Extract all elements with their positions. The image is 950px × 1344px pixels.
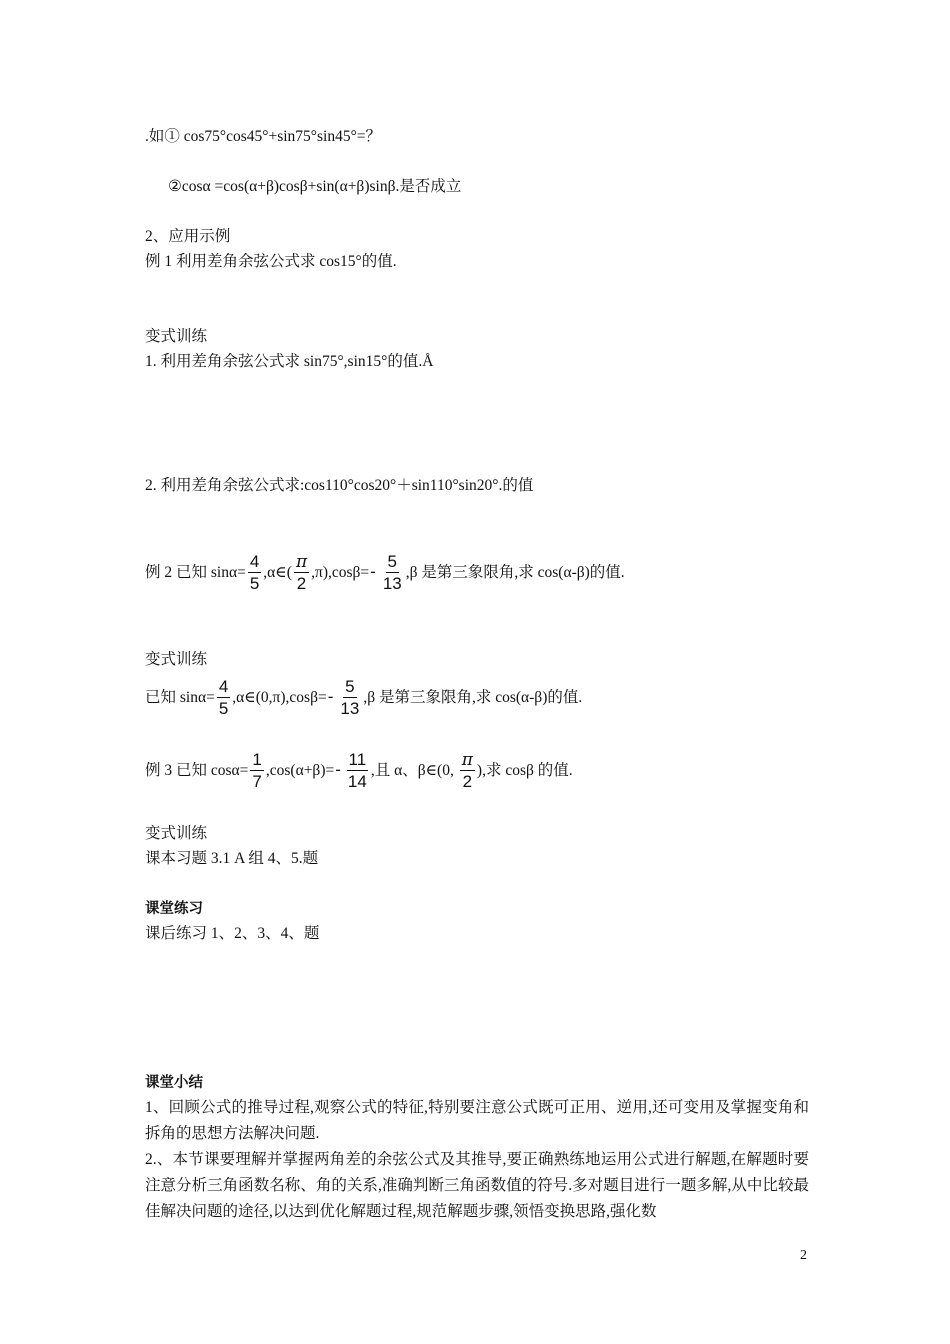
fraction-pi-2 (294, 552, 309, 595)
fraction-denominator: 14 (347, 771, 367, 791)
fraction-4-5 (248, 552, 261, 595)
variant-1-item-1 (145, 352, 433, 372)
fraction-5-13 (338, 677, 361, 720)
minus-sign: - (370, 562, 376, 581)
section-heading-application: 2、应用示例 (145, 228, 231, 245)
fraction-numerator: π (295, 551, 308, 572)
fraction-11-14 (346, 750, 369, 793)
fraction-denominator: 13 (340, 698, 360, 718)
fraction-denominator: 5 (249, 573, 260, 593)
fraction-denominator: 2 (462, 771, 473, 791)
review-question-2: ②cosα =cos(α+β)cosβ+sin(α+β)sinβ.是否成立 (168, 178, 462, 195)
example-2-prefix: 例 2 已知 sinα= (145, 564, 246, 581)
fraction-numerator: 5 (387, 551, 398, 571)
classroom-practice-text: 课后练习 1、2、3、4、题 (145, 925, 320, 942)
example-1: 例 1 利用差角余弦公式求 cos15°的值. (145, 253, 397, 270)
summary-heading: 课堂小结 (145, 1075, 203, 1091)
variant-2-mid-1: ,α∈(0,π),cosβ= (232, 689, 327, 706)
fraction-denominator: 5 (218, 698, 229, 718)
minus-sign: - (335, 760, 341, 779)
stray-mark: Å (422, 353, 434, 370)
example-3-prefix: 例 3 已知 cosα= (145, 762, 249, 779)
fraction-1-7 (250, 750, 263, 793)
fraction-numerator: π (461, 749, 473, 770)
summary-paragraph-2: 2.、本节课要理解并掌握两角差的余弦公式及其推导,要正确熟练地运用公式进行解题,在解题时要注意分析三角函数名称、角的关系,准确判断三角函数值的符号.多对题目进行一题多解,从中比较最佳解决问题的途径,以达到优化解题过程,规范解题步骤,领悟变换思路,强化数 (145, 1151, 809, 1220)
variant-2-prefix: 已知 sinα= (145, 689, 215, 706)
fraction-numerator: 1 (252, 749, 262, 769)
summary-paragraph-1: 1、回顾公式的推导过程,观察公式的特征,特别要注意公式既可正用、逆用,还可变用及掌握变角和拆角的思想方法解决问题. (145, 1099, 809, 1142)
fraction-pi-2 (460, 750, 475, 793)
fraction-5-13 (381, 552, 404, 595)
example-2-mid-1: ,α∈( (263, 564, 292, 581)
variant-heading-2: 变式训练 (145, 651, 208, 668)
fraction-denominator: 7 (252, 771, 262, 791)
fraction-denominator: 2 (296, 573, 307, 593)
classroom-practice-heading: 课堂练习 (145, 901, 203, 917)
variant-heading-1: 变式训练 (145, 328, 208, 345)
fraction-denominator: 13 (382, 573, 402, 593)
example-3-suffix: ),求 cosβ 的值. (476, 762, 573, 779)
variant-3-text: 课本习题 3.1 A 组 4、5.题 (145, 850, 319, 867)
example-2-suffix: ,β 是第三象限角,求 cos(α-β)的值. (405, 564, 625, 581)
variant-2-problem (145, 675, 582, 720)
example-3-mid-2: ,且 α、β∈(0, (370, 762, 458, 779)
variant-heading-3: 变式训练 (145, 825, 208, 842)
page-number: 2 (800, 1248, 807, 1263)
variant-1-item-2: 2. 利用差角余弦公式求:cos110°cos20°＋sin110°sin20°.的值 (145, 477, 534, 494)
fraction-numerator: 4 (218, 676, 229, 696)
minus-sign: - (327, 687, 334, 706)
variant-1-item-1-text: 1. 利用差角余弦公式求 sin75°,sin15°的值. (145, 353, 423, 370)
example-2-mid-2: ,π),cosβ= (311, 564, 370, 581)
example-3-mid-1: ,cos(α+β)= (265, 762, 335, 779)
example-2 (145, 550, 625, 595)
variant-2-suffix: ,β 是第三象限角,求 cos(α-β)的值. (363, 689, 583, 706)
fraction-numerator: 5 (345, 676, 355, 696)
fraction-4-5 (217, 677, 230, 720)
example-3 (145, 748, 573, 793)
review-question-1: .如① cos75°cos45°+sin75°sin45°=？ (145, 128, 382, 145)
fraction-numerator: 11 (348, 749, 367, 769)
fraction-numerator: 4 (249, 551, 260, 571)
